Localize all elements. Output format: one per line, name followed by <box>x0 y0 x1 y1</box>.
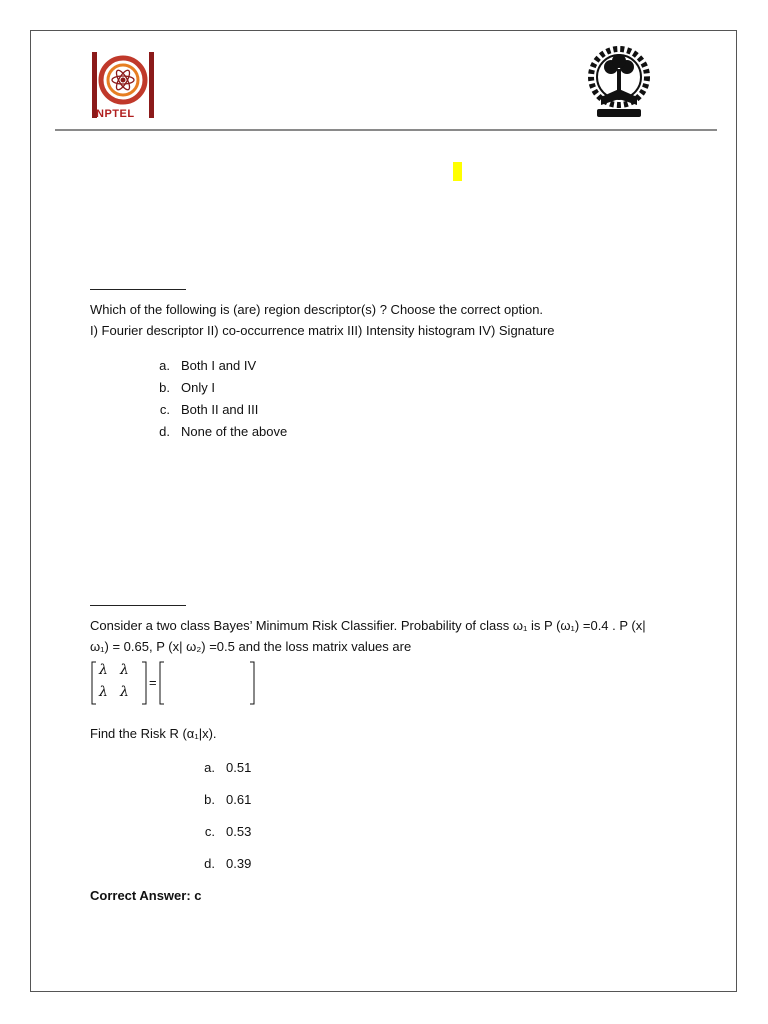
matrix-cell: λ <box>99 684 108 700</box>
q1-option-letter: a. <box>159 358 170 373</box>
matrix-equals: = <box>149 675 157 690</box>
nptel-logo-text: NPTEL <box>96 108 135 120</box>
question1-text: Which of the following is (are) region descriptor(s) ? Choose the correct option. <box>90 302 544 317</box>
question1-items: I) Fourier descriptor II) co-occurrence matrix III) Intensity histogram IV) Signature <box>90 323 555 338</box>
page-frame <box>30 30 737 992</box>
q2-option-letter: d. <box>204 856 215 871</box>
question2-rule <box>90 605 186 606</box>
q2-option-letter: c. <box>204 824 215 839</box>
q1-option-letter: c. <box>159 402 170 417</box>
matrix-brackets <box>90 660 270 706</box>
highlight-mark <box>453 162 462 181</box>
correct-answer: Correct Answer: c <box>90 888 202 903</box>
q1-option-letter: d. <box>159 424 170 439</box>
q2-option-letter: b. <box>204 792 215 807</box>
q1-option-text: Both II and III <box>181 402 259 417</box>
q2-option-text: 0.39 <box>226 856 252 871</box>
matrix-cell: λ <box>120 684 129 700</box>
q2-option-text: 0.61 <box>226 792 252 807</box>
iit-emblem <box>587 45 651 121</box>
q1-option-letter: b. <box>159 380 170 395</box>
q2-option-letter: a. <box>204 760 215 775</box>
q2-option-text: 0.53 <box>226 824 252 839</box>
header-rule <box>55 129 717 131</box>
question1-rule <box>90 289 186 290</box>
q1-option-text: None of the above <box>181 424 288 439</box>
loss-matrix <box>90 660 270 706</box>
q1-option-text: Only I <box>181 380 215 395</box>
q2-option-text: 0.51 <box>226 760 252 775</box>
matrix-cell: λ <box>120 662 129 678</box>
matrix-cell: λ <box>99 662 108 678</box>
question2-text-cont: ω₁) = 0.65, P (x| ω₂) =0.5 and the loss matrix values are <box>90 639 412 654</box>
question2-text: Consider a two class Bayes’ Minimum Risk Classifier. Probability of class ω₁ is P (ω₁) =0.4 . P (x| <box>90 618 646 633</box>
find-risk-text: Find the Risk R (α₁|x). <box>90 726 217 741</box>
q1-option-text: Both I and IV <box>181 358 257 373</box>
